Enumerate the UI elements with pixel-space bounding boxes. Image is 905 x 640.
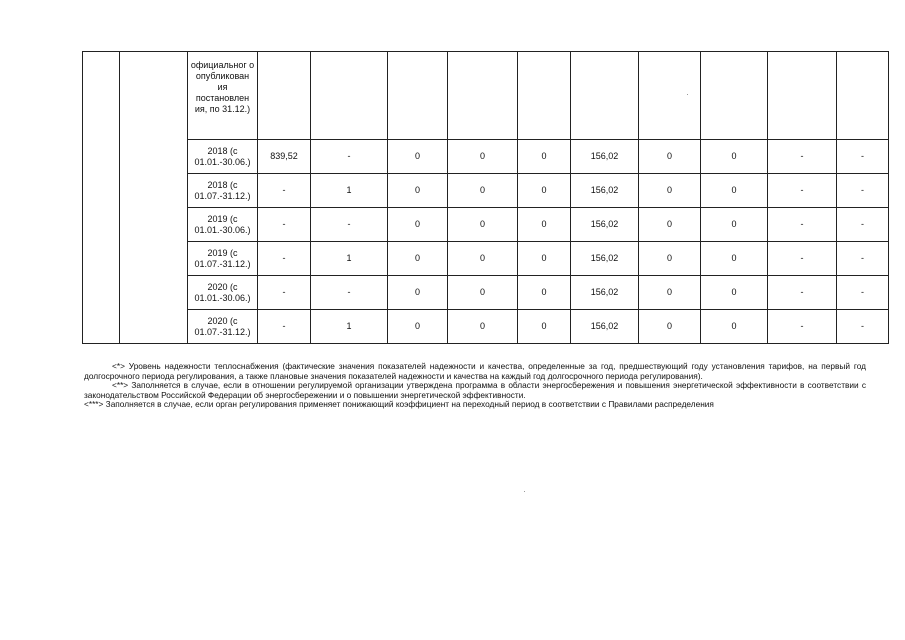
value-cell: 0 xyxy=(518,140,571,174)
blank-cell xyxy=(837,52,889,140)
value-cell: 0 xyxy=(639,276,701,310)
value-cell: 0 xyxy=(639,174,701,208)
value-cell: 0 xyxy=(388,140,448,174)
value-cell: - xyxy=(837,208,889,242)
value-cell: - xyxy=(768,208,837,242)
table-row xyxy=(83,208,889,242)
value-cell: - xyxy=(311,140,388,174)
blank-cell xyxy=(311,52,388,140)
value-cell: 0 xyxy=(518,208,571,242)
value-cell: 0 xyxy=(518,276,571,310)
period-cell: 2018 (с 01.01.-30.06.) xyxy=(188,140,258,174)
value-cell: 156,02 xyxy=(571,310,639,344)
value-cell: - xyxy=(311,208,388,242)
value-cell: 0 xyxy=(448,242,518,276)
period-cell: 2019 (с 01.01.-30.06.) xyxy=(188,208,258,242)
value-cell: 0 xyxy=(701,310,768,344)
blank-cell xyxy=(518,52,571,140)
blank-cell xyxy=(258,52,311,140)
table-row xyxy=(83,310,889,344)
value-cell: - xyxy=(768,310,837,344)
blank-cell xyxy=(120,52,188,344)
value-cell: 0 xyxy=(701,242,768,276)
value-cell: 0 xyxy=(701,140,768,174)
value-cell: 839,52 xyxy=(258,140,311,174)
table-header-row xyxy=(83,52,889,140)
value-cell: 0 xyxy=(448,140,518,174)
value-cell: - xyxy=(768,242,837,276)
value-cell: - xyxy=(768,174,837,208)
value-cell: 0 xyxy=(518,242,571,276)
value-cell: 0 xyxy=(701,174,768,208)
value-cell: 156,02 xyxy=(571,140,639,174)
scan-speck xyxy=(687,94,688,95)
footnote-reduction-coefficient: <***> Заполняется в случае, если орган регулирования применяет понижающий коэффициент на переходный период в соответствии с Правилами распределения xyxy=(84,399,714,410)
value-cell: - xyxy=(258,310,311,344)
blank-cell xyxy=(701,52,768,140)
value-cell: - xyxy=(258,208,311,242)
footnote-reliability: <*> Уровень надежности теплоснабжения (фактические значения показателей надежности и качества, определенные за год, предшествующий году установления тарифов, на первый год долгосрочного периода регулирования, а также плановые значения показателей надежности и качества на каждый год долгосрочного периода регулирования). xyxy=(84,361,866,381)
footnotes xyxy=(84,362,866,410)
blank-cell xyxy=(571,52,639,140)
value-cell: - xyxy=(837,174,889,208)
value-cell: 0 xyxy=(388,208,448,242)
tariff-table xyxy=(82,51,889,344)
value-cell: 0 xyxy=(701,276,768,310)
value-cell: - xyxy=(837,140,889,174)
value-cell: - xyxy=(258,242,311,276)
value-cell: - xyxy=(768,140,837,174)
blank-cell xyxy=(639,52,701,140)
value-cell: 0 xyxy=(518,174,571,208)
value-cell: - xyxy=(837,242,889,276)
period-cell: 2019 (с 01.07.-31.12.) xyxy=(188,242,258,276)
value-cell: 0 xyxy=(448,174,518,208)
value-cell: 0 xyxy=(701,208,768,242)
period-header-note: официальног о опубликован ия постановлен ия, по 31.12.) xyxy=(188,52,258,140)
value-cell: - xyxy=(837,276,889,310)
value-cell: 156,02 xyxy=(571,208,639,242)
blank-cell xyxy=(448,52,518,140)
value-cell: 0 xyxy=(448,208,518,242)
value-cell: 0 xyxy=(388,310,448,344)
table-row xyxy=(83,174,889,208)
blank-cell xyxy=(768,52,837,140)
value-cell: - xyxy=(258,174,311,208)
value-cell: - xyxy=(311,276,388,310)
value-cell: 0 xyxy=(448,276,518,310)
value-cell: 1 xyxy=(311,174,388,208)
value-cell: 0 xyxy=(518,310,571,344)
value-cell: 0 xyxy=(639,140,701,174)
period-cell: 2020 (с 01.07.-31.12.) xyxy=(188,310,258,344)
value-cell: 0 xyxy=(639,242,701,276)
value-cell: - xyxy=(768,276,837,310)
footnote-energy-saving: <**> Заполняется в случае, если в отношении регулируемой организации утверждена программа в области энергосбережения и повышения энергетической эффективности в соответствии с законодательством Российской Федерации об энергосбережении и о повышении энергетической эффективности. xyxy=(84,380,866,400)
value-cell: 1 xyxy=(311,242,388,276)
value-cell: 156,02 xyxy=(571,174,639,208)
table-row xyxy=(83,276,889,310)
value-cell: - xyxy=(837,310,889,344)
value-cell: 0 xyxy=(639,208,701,242)
value-cell: 0 xyxy=(448,310,518,344)
table-row xyxy=(83,140,889,174)
period-cell: 2018 (с 01.07.-31.12.) xyxy=(188,174,258,208)
value-cell: 0 xyxy=(388,276,448,310)
value-cell: 156,02 xyxy=(571,242,639,276)
value-cell: 0 xyxy=(639,310,701,344)
value-cell: 1 xyxy=(311,310,388,344)
scan-speck xyxy=(524,491,525,492)
blank-cell xyxy=(83,52,120,344)
value-cell: 0 xyxy=(388,174,448,208)
period-cell: 2020 (с 01.01.-30.06.) xyxy=(188,276,258,310)
value-cell: 0 xyxy=(388,242,448,276)
blank-cell xyxy=(388,52,448,140)
value-cell: 156,02 xyxy=(571,276,639,310)
value-cell: - xyxy=(258,276,311,310)
table-row xyxy=(83,242,889,276)
